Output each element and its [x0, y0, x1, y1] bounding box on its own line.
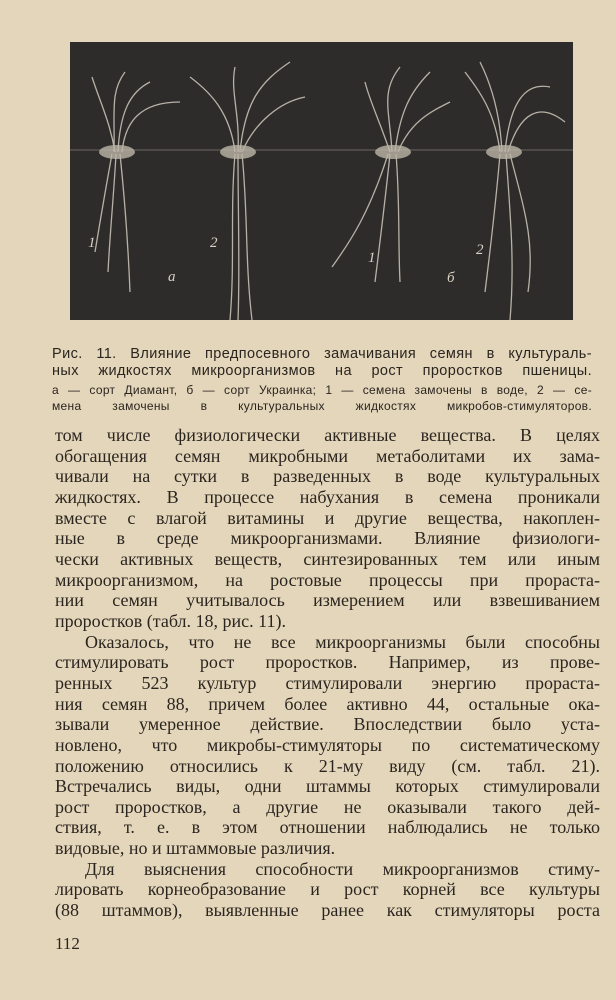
text-line: ствия, т. е. в этом отношении наблюдались не только [55, 817, 600, 838]
photo-label-a: а [168, 269, 176, 285]
text-line: ренных 523 культур стимулировали энергию прораста- [55, 672, 600, 693]
text-line: Встречались виды, одни штаммы которых стимулировали [55, 776, 600, 797]
page-number: 112 [55, 934, 80, 953]
figure-caption-legend [52, 382, 592, 414]
text-line: рост проростков, а другие не оказывали такого дей- [55, 796, 600, 817]
text-line: (88 штаммов), выявленные ранее как стимуляторы роста [55, 900, 600, 921]
photo-label-b: б [447, 270, 455, 286]
text-line: Для выяснения способности микроорганизмов стиму- [85, 858, 600, 879]
photo-label-1a: 1 [88, 235, 96, 251]
caption-line: мена замочены в культуральных жидкостях микробов-стимуляторов. [52, 399, 592, 413]
caption-line: а — сорт Диамант, б — сорт Украинка; 1 — семена замочены в воде, 2 — се- [52, 383, 592, 397]
text-line: лировать корнеобразование и рост корней все культуры [55, 879, 600, 900]
photo-label-2a: 2 [210, 235, 218, 251]
text-line: том числе физиологически активные вещества. В целях [55, 425, 600, 445]
figure-caption-title [52, 346, 592, 380]
text-line: нии семян учитывалось измерением или взвешиванием [55, 590, 600, 611]
text-line: Оказалось, что не все микроорганизмы были способны [85, 631, 600, 652]
text-line: чивали на сутки в разведенных в воде культуральных [55, 466, 600, 487]
photo-label-2b: 2 [476, 242, 484, 258]
figure-photo-wheat-seedlings [70, 42, 573, 320]
text-line: ные в среде микроорганизмами. Влияние физиологи- [55, 528, 600, 549]
text-line: ния семян 88, причем более активно 44, остальные ока- [55, 693, 600, 714]
caption-line: Рис. 11. Влияние предпосевного замачивания семян в культураль- [52, 346, 592, 362]
text-line: зывали умеренное действие. Впоследствии было уста- [55, 714, 600, 735]
seedlings-illustration [70, 42, 573, 320]
text-line: стимулировать рост проростков. Например, из прове- [55, 652, 600, 673]
text-line: обогащения семян микробными метаболитами их зама- [55, 445, 600, 466]
text-line: проростков (табл. 18, рис. 11). [55, 610, 286, 631]
text-line: вместе с влагой витамины и другие вещества, накоплен- [55, 507, 600, 528]
text-line: чески активных веществ, синтезированных тем или иным [55, 548, 600, 569]
caption-line: ных жидкостях микроорганизмов на рост проростков пшеницы. [52, 363, 592, 379]
text-line: видовые, но и штаммовые различия. [55, 838, 336, 859]
text-line: положению относились к 21-му виду (см. табл. 21). [55, 755, 600, 776]
photo-label-1b: 1 [368, 250, 376, 266]
text-line: новлено, что микробы-стимуляторы по систематическому [55, 734, 600, 755]
text-line: микроорганизмом, на ростовые процессы при прораста- [55, 569, 600, 590]
text-line: жидкостях. В процессе набухания в семена проникали [55, 486, 600, 507]
body-text [55, 425, 600, 921]
